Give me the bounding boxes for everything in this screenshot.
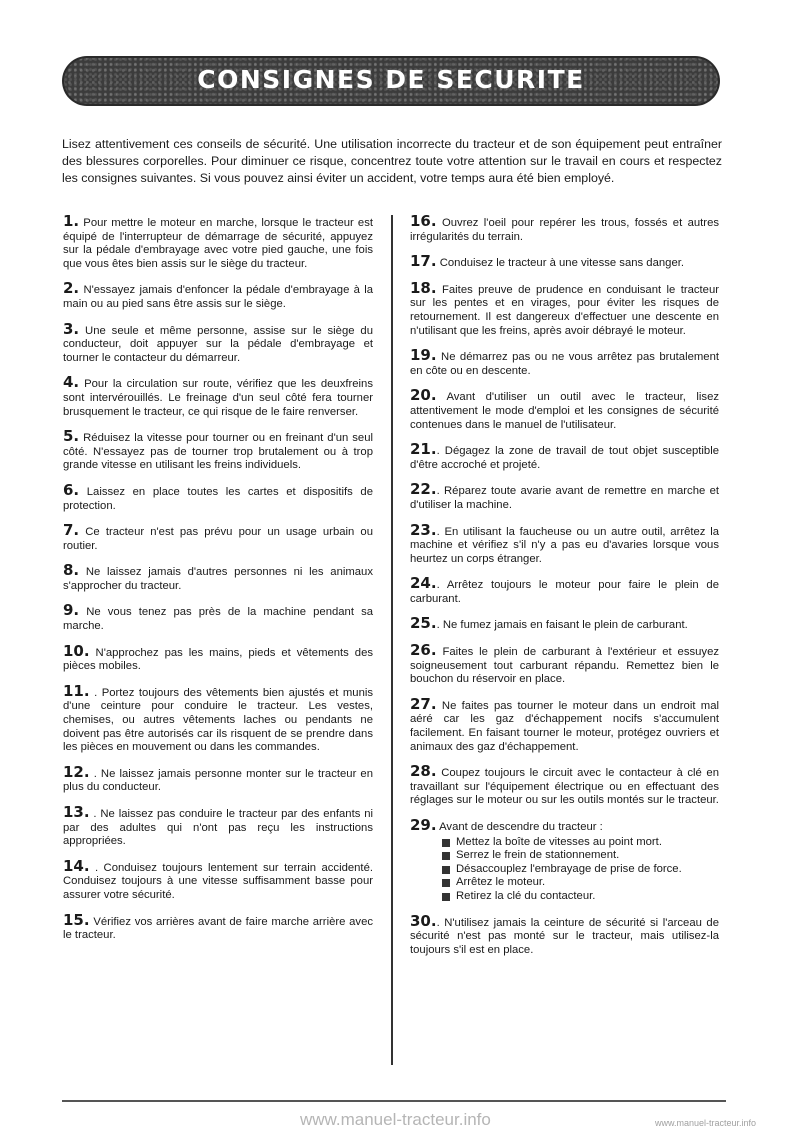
item-number: 21. xyxy=(410,440,437,459)
safety-item-4 xyxy=(63,373,373,419)
item-text: Vérifiez vos arrières avant de faire marche arrière avec le tracteur. xyxy=(63,915,373,942)
item-number: 16. xyxy=(410,212,437,230)
item-text: Ne laissez jamais d'autres personnes ni les animaux s'approcher du tracteur. xyxy=(63,566,373,592)
safety-item-8 xyxy=(63,561,373,593)
item-text: N'essayez jamais d'enfoncer la pédale d'embrayage à la main ou au pied sans être assis sur le siège. xyxy=(63,284,373,310)
checklist-item xyxy=(442,876,719,890)
item-text: . Conduisez toujours lentement sur terrain accidenté. Conduisez toujours à une vitesse suffisamment basse pour assurer votre sécurité. xyxy=(63,861,373,901)
item-number: 9. xyxy=(63,601,80,620)
square-bullet-icon xyxy=(442,879,450,887)
item-text: . Dégagez la zone de travail de tout objet susceptible d'être accroché et projeté. xyxy=(410,445,719,471)
square-bullet-icon xyxy=(442,839,450,847)
item-text: Avant d'utiliser un outil avec le tracteur, lisez attentivement le mode d'emploi et les consignes de sécurité contenues dans le manuel de l'utilisateur. xyxy=(410,391,719,431)
square-bullet-icon xyxy=(442,866,450,874)
checklist-item-text: Retirez la clé du contacteur. xyxy=(456,889,596,902)
safety-item-30 xyxy=(410,911,719,958)
item-text: Une seule et même personne, assise sur le siège du conducteur, doit appuyer sur la pédale d'embrayage et tourner le contacteur du démarreur. xyxy=(63,324,373,364)
item-number: 30. xyxy=(410,911,437,930)
safety-item-7 xyxy=(63,521,373,553)
safety-item-29 xyxy=(410,816,719,904)
safety-item-20 xyxy=(410,386,719,432)
item-text: Laissez en place toutes les cartes et dispositifs de protection. xyxy=(63,485,373,512)
checklist-item xyxy=(442,836,719,850)
right-column xyxy=(410,212,720,968)
item-text: . Ne laissez jamais personne monter sur le tracteur en plus du conducteur. xyxy=(63,767,373,794)
item-number: 25. xyxy=(410,614,437,633)
item-text: Ouvrez l'oeil pour repérer les trous, fossés et autres irrégularités du terrain. xyxy=(410,217,720,243)
column-divider xyxy=(391,215,393,1065)
item-number: 12. xyxy=(63,762,90,781)
safety-item-28 xyxy=(410,762,719,808)
item-number: 11. xyxy=(63,681,90,700)
safety-item-24 xyxy=(410,574,719,606)
item-text: Ne faites pas tourner le moteur dans un endroit mal aéré car les gaz d'échappement nocifs s'accumulent facilement. En faisant tourner le moteur, protégez ouvriers et animaux des gaz d'échappement. xyxy=(410,699,719,753)
item-text: Coupez toujours le circuit avec le contacteur à clé en travaillant sur l'équipement électrique ou en effectuant des réglages sur le moteur ou sur les outils montés sur le tracteur. xyxy=(410,767,719,807)
item-number: 24. xyxy=(410,574,437,593)
item-number: 17. xyxy=(410,252,437,271)
item-number: 2. xyxy=(63,279,80,298)
intro-paragraph: Lisez attentivement ces conseils de sécurité. Une utilisation incorrecte du tracteur et de son équipement peut entraîner des blessures corporelles. Pour diminuer ce risque, concentrez toute votre attention sur le travail en cours et respectez les consignes suivantes. Si vous pouvez ainsi éviter un accident, votre temps aura été bien employé. xyxy=(62,137,722,185)
safety-item-18 xyxy=(410,278,720,338)
safety-item-15 xyxy=(63,910,373,943)
checklist-item-text: Mettez la boîte de vitesses au point mort. xyxy=(456,835,662,848)
safety-item-19 xyxy=(410,346,719,378)
item-text: Ce tracteur n'est pas prévu pour un usage urbain ou routier. xyxy=(63,526,373,552)
item-number: 27. xyxy=(410,694,437,713)
safety-item-6 xyxy=(63,480,373,513)
item-number: 19. xyxy=(410,346,437,365)
item-number: 13. xyxy=(63,803,90,821)
safety-item-13 xyxy=(63,803,373,849)
item-text: . Arrêtez toujours le moteur pour faire le plein de carburant. xyxy=(410,579,719,605)
item-number: 23. xyxy=(410,520,437,539)
item-number: 4. xyxy=(63,373,80,392)
item-number: 20. xyxy=(410,386,437,405)
safety-item-1 xyxy=(63,212,374,271)
item-number: 6. xyxy=(63,480,80,499)
safety-item-23 xyxy=(410,520,719,567)
item-text: Faites le plein de carburant à l'extérieur et essuyez soigneusement tout carburant répandu. Remettez bien le bouchon du réservoir en place. xyxy=(410,646,720,686)
item-text: . Ne laissez pas conduire le tracteur par des enfants ni par des adultes qui n'ont pas reçu les instructions appropriées. xyxy=(63,808,373,848)
checklist-item xyxy=(442,863,719,877)
item-text: Conduisez le tracteur à une vitesse sans danger. xyxy=(439,257,685,270)
safety-item-12 xyxy=(63,762,373,795)
safety-item-27 xyxy=(410,694,719,754)
checklist-item-text: Arrêtez le moteur. xyxy=(456,876,546,889)
item-number: 29. xyxy=(410,816,437,834)
item-text: . N'utilisez jamais la ceinture de sécurité si l'arceau de sécurité n'est pas monté sur le tracteur, mais utilisez-la toujours s'il est en place. xyxy=(410,916,719,956)
square-bullet-icon xyxy=(442,852,450,860)
item-number: 26. xyxy=(410,641,437,660)
safety-item-3 xyxy=(63,319,373,366)
item-text: Pour la circulation sur route, vérifiez que les deuxfreins sont intervérouillés. Le freinage d'un seul côté fera tourner brusquement le tracteur, ce qui risque de le faire renverser. xyxy=(63,378,373,418)
item-number: 18. xyxy=(410,278,437,297)
safety-item-10 xyxy=(63,641,374,674)
safety-item-26 xyxy=(410,641,720,687)
safety-item-17 xyxy=(410,252,719,271)
square-bullet-icon xyxy=(442,893,450,901)
item-text: Pour mettre le moteur en marche, lorsque le tracteur est équipé de l'interrupteur de démarrage de sécurité, appuyez sur la pédale d'embrayage avec votre pied gauche, une fois que vous êtes bien assis sur le siège du tracteur. xyxy=(63,217,374,270)
safety-item-5 xyxy=(63,427,374,473)
safety-item-2 xyxy=(63,279,373,311)
item-number: 14. xyxy=(63,856,90,875)
safety-item-22 xyxy=(410,480,719,512)
item-number: 28. xyxy=(410,762,437,781)
safety-item-14 xyxy=(63,856,373,903)
item-number: 8. xyxy=(63,561,80,580)
checklist-item xyxy=(442,849,719,863)
item-number: 22. xyxy=(410,480,437,499)
item-text: . Ne fumez jamais en faisant le plein de carburant. xyxy=(436,619,688,632)
title-banner xyxy=(62,56,720,106)
item-number: 1. xyxy=(63,212,80,230)
watermark-small: www.manuel-tracteur.info xyxy=(655,1118,757,1128)
page-title: CONSIGNES DE SECURITE xyxy=(197,65,585,94)
item-text: . Réparez toute avarie avant de remettre en marche et d'utiliser la machine. xyxy=(410,485,719,511)
item-text: Réduisez la vitesse pour tourner ou en freinant d'un seul côté. N'essayez pas de tourner trop brutalement ou à trop grande vitesse en utilisant les freins individuels. xyxy=(63,432,374,472)
item-number: 7. xyxy=(63,521,80,540)
item-text: Ne démarrez pas ou ne vous arrêtez pas brutalement en côte ou en descente. xyxy=(410,351,719,377)
item-number: 10. xyxy=(63,641,90,660)
watermark: www.manuel-tracteur.info xyxy=(300,1110,491,1129)
safety-item-21 xyxy=(410,440,719,472)
bottom-rule xyxy=(62,1100,726,1102)
safety-item-9 xyxy=(63,601,373,633)
safety-item-25 xyxy=(410,614,719,633)
checklist-item-text: Désaccouplez l'embrayage de prise de force. xyxy=(456,862,682,875)
item-text: Faites preuve de prudence en conduisant le tracteur sur les pentes et en virages, pour éviter les risques de retournement. Il est dangereux d'effectuer une descente en n'utilisant que les freins, après avoir débrayé le moteur. xyxy=(410,283,720,337)
leaving-tractor-checklist xyxy=(410,836,719,904)
item-text: N'approchez pas les mains, pieds et vêtements des pièces mobiles. xyxy=(63,646,374,673)
item-number: 3. xyxy=(63,319,80,338)
item-text: . Portez toujours des vêtements bien ajustés et munis d'une ceinture pour conduire le tracteur. Les vestes, chemises, ou autres vêtements laches ou pendants ne doivent pas être autorisés car ils risquent de se prendre dans les pièces en mouvement ou dans les commandes. xyxy=(63,686,374,754)
left-column xyxy=(63,212,374,954)
safety-item-11 xyxy=(63,681,374,755)
item-number: 5. xyxy=(63,427,80,446)
checklist-item-text: Serrez le frein de stationnement. xyxy=(456,849,620,862)
item-number: 15. xyxy=(63,910,90,929)
item-text: Ne vous tenez pas près de la machine pendant sa marche. xyxy=(63,606,373,633)
checklist-item xyxy=(442,890,719,904)
item-text: . En utilisant la faucheuse ou un autre outil, arrêtez la machine et vérifiez s'il n'y a pas eu d'avaries lorsque vous heurtez un corps étranger. xyxy=(410,525,719,565)
item-text: Avant de descendre du tracteur : xyxy=(439,821,603,833)
safety-item-16 xyxy=(410,212,720,244)
